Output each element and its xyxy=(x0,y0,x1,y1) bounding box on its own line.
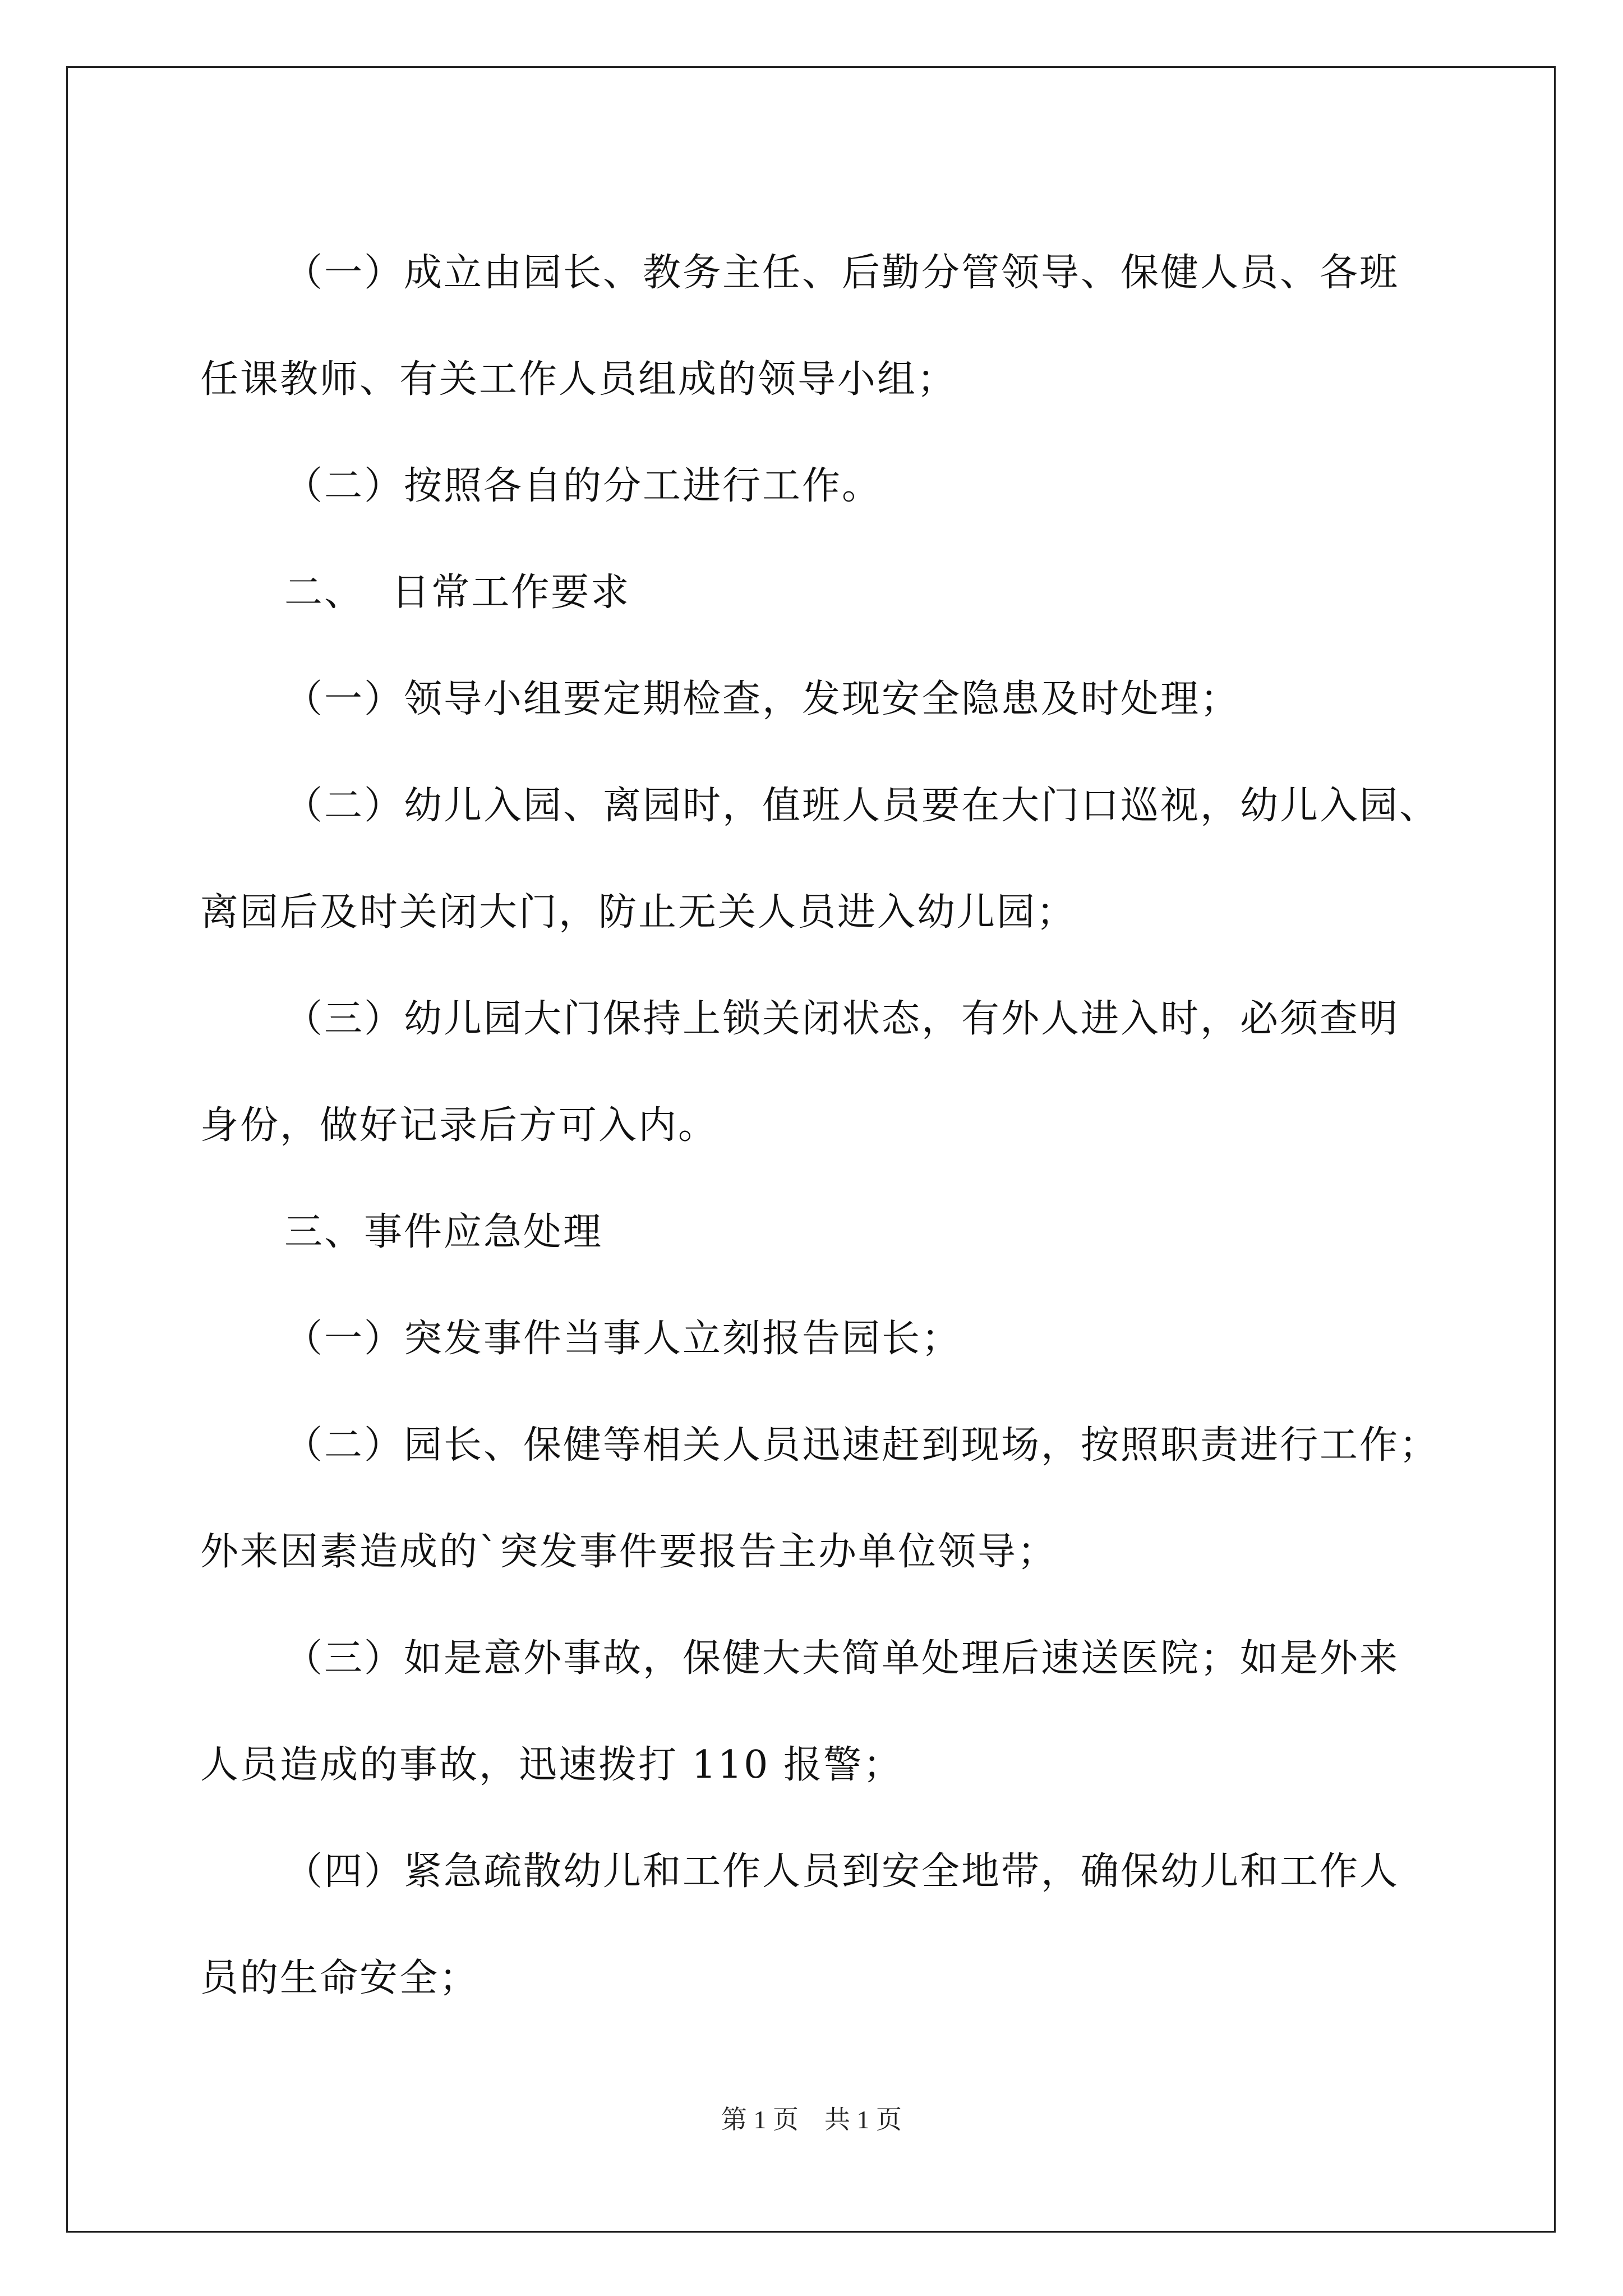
paragraph-line: 身份，做好记录后方可入内。 xyxy=(200,1103,718,1148)
paragraph-line: （一）领导小组要定期检查，发现安全隐患及时处理； xyxy=(284,677,1241,721)
page-total: 共 1 页 xyxy=(824,2105,902,2134)
paragraph-line: （三）如是意外事故，保健大夫简单处理后速送医院；如是外来 xyxy=(284,1636,1400,1681)
paragraph-line: （四）紧急疏散幼儿和工作人员到安全地带，确保幼儿和工作人 xyxy=(284,1849,1400,1894)
document-body xyxy=(200,220,1470,2032)
paragraph-line: 任课教师、有关工作人员组成的领导小组； xyxy=(200,357,957,402)
paragraph-line: （二）幼儿入园、离园时，值班人员要在大门口巡视，幼儿入园、 xyxy=(284,784,1440,828)
paragraph-line: （一）突发事件当事人立刻报告园长； xyxy=(284,1317,962,1361)
section-heading: 二、 日常工作要求 xyxy=(284,570,631,615)
section-heading: 三、事件应急处理 xyxy=(284,1210,603,1254)
paragraph-line: 员的生命安全； xyxy=(200,1956,479,2000)
paragraph-line: （二）按照各自的分工进行工作。 xyxy=(284,464,882,508)
paragraph-line: （三）幼儿园大门保持上锁关闭状态，有外人进入时，必须查明 xyxy=(284,997,1400,1041)
paragraph-line: 人员造成的事故，迅速拨打 110 报警； xyxy=(200,1743,903,1787)
paragraph-line: 外来因素造成的`突发事件要报告主办单位领导； xyxy=(200,1530,1058,1574)
paragraph-line: （一）成立由园长、教务主任、后勤分管领导、保健人员、各班 xyxy=(284,251,1400,295)
paragraph-line: （二）园长、保健等相关人员迅速赶到现场，按照职责进行工作； xyxy=(284,1423,1440,1467)
page-number: 第 1 页 xyxy=(721,2105,799,2134)
page-footer xyxy=(0,2099,1623,2136)
paragraph-line: 离园后及时关闭大门，防止无关人员进入幼儿园； xyxy=(200,890,1077,935)
